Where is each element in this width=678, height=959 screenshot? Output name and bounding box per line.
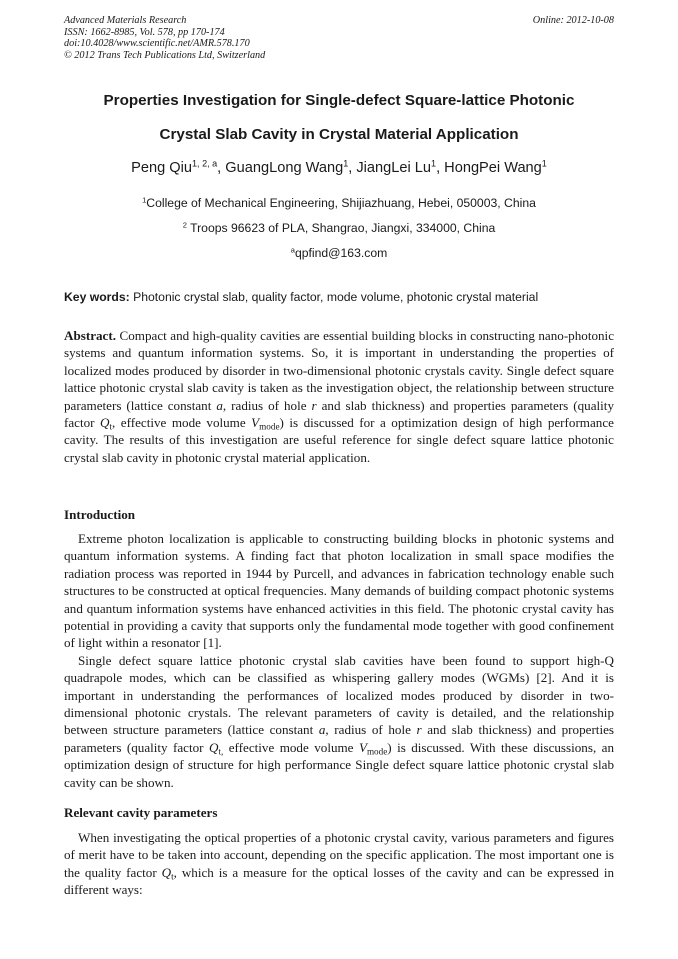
abstract-text: and slab thickness) and properties parameters (quality factor <box>64 397 614 431</box>
variable-r: r <box>416 722 422 738</box>
author-list <box>40 160 638 176</box>
abstract-text: ) is discussed for a optimization design of high performance cavity. The results of this investigation are useful reference for single defect square lattice photonic crystal slab cavity in photonic crystal material application. <box>64 415 614 465</box>
paragraph-text: Single defect square lattice photonic crystal slab cavities have been found to support high-Q quadrapole modes, which can be classified as whispering gallery modes (WGMs) [2]. And it is important in understanding the performances of localized modes produced by disorder in two-dimensional photonic crystals. The relevant parameters of cavity is detailed, and the relationship between structure parameters (lattice constant <box>64 652 614 738</box>
author-separator: , <box>217 160 226 176</box>
online-date: Online: 2012-10-08 <box>532 15 614 26</box>
author-name: HongPei Wang <box>444 160 542 176</box>
author-superscript: 1 <box>343 158 349 169</box>
author-superscript: 1 <box>541 158 547 169</box>
journal-name: Advanced Materials Research <box>64 15 187 26</box>
variable-v: V <box>251 415 260 431</box>
author-name: GuangLong Wang <box>225 160 344 176</box>
email-text[interactable]: qpfind@163.com <box>294 246 388 260</box>
keywords <box>64 290 538 304</box>
introduction-paragraph-2 <box>64 652 614 791</box>
author-superscript: 1 <box>431 158 437 169</box>
copyright-line: © 2012 Trans Tech Publications Ltd, Switzerland <box>64 49 266 61</box>
author-separator: , <box>436 160 445 176</box>
variable-q: Q <box>208 739 219 755</box>
paragraph-text: and slab thickness) and properties parameters (quality factor <box>64 722 614 755</box>
author-separator: , <box>348 160 357 176</box>
author-superscript: 1, 2, a <box>192 158 218 169</box>
affiliation-superscript: 2 <box>182 220 187 230</box>
keywords-label: Key words: <box>64 290 130 304</box>
affiliation-2 <box>40 221 638 235</box>
section-heading-relevant-cavity-parameters: Relevant cavity parameters <box>64 805 218 820</box>
journal-header <box>64 15 265 61</box>
doi-line[interactable]: doi:10.4028/www.scientific.net/AMR.578.170 <box>64 38 250 49</box>
variable-r: r <box>311 397 317 413</box>
relevant-paragraph-1 <box>64 829 614 899</box>
variable-q: Q <box>161 864 172 880</box>
issn-line: ISSN: 1662-8985, Vol. 578, pp 170-174 <box>64 26 225 38</box>
variable-q-subscript: t <box>109 421 113 432</box>
paragraph-text: , radius of hole <box>325 722 417 738</box>
paragraph-text: , which is a measure for the optical losses of the cavity and can be expressed in different ways: <box>64 864 615 898</box>
paper-title-line-1: Properties Investigation for Single-defect Square-lattice Photonic <box>103 92 575 109</box>
abstract <box>64 327 614 466</box>
email-superscript: a <box>290 245 295 255</box>
variable-v: V <box>358 739 367 755</box>
variable-q-subscript: t, <box>218 746 224 757</box>
paper-title-line-2: Crystal Slab Cavity in Crystal Material Application <box>159 126 519 143</box>
author-name: Peng Qiu <box>131 160 193 176</box>
paragraph-text: When investigating the optical properties of a photonic crystal cavity, various parameters and figures of merit have to be taken into account, depending on the specific application. The most important one is the quality factor <box>64 830 614 880</box>
abstract-label: Abstract. <box>64 328 116 343</box>
paragraph-text: ) is discussed. With these discussions, an optimization design of structure for high performance Single defect square lattice photonic crystal slab cavity can be shown. <box>64 739 615 790</box>
affiliation-text: Troops 96623 of PLA, Shangrao, Jiangxi, 334000, China <box>190 221 496 235</box>
author-email <box>40 246 638 260</box>
variable-a: a <box>318 722 326 738</box>
variable-q-subscript: t <box>171 871 174 882</box>
keywords-text: Photonic crystal slab, quality factor, mode volume, photonic crystal material <box>133 290 539 304</box>
introduction-body <box>64 530 614 791</box>
relevant-body <box>64 829 614 899</box>
affiliation-superscript: 1 <box>142 195 147 205</box>
abstract-text: , effective mode volume <box>112 415 252 431</box>
variable-a: a <box>216 397 223 413</box>
variable-v-subscript: mode <box>366 746 388 757</box>
affiliation-1 <box>40 196 638 210</box>
affiliation-text: College of Mechanical Engineering, Shijiazhuang, Hebei, 050003, China <box>146 196 536 210</box>
variable-q: Q <box>100 415 110 431</box>
section-heading-introduction: Introduction <box>64 507 136 522</box>
variable-v-subscript: mode <box>259 421 280 432</box>
paragraph-text: effective mode volume <box>223 739 359 755</box>
author-name: JiangLei Lu <box>356 160 432 176</box>
introduction-paragraph-1: Extreme photon localization is applicable to constructing building blocks in photonic systems and quantum information systems. A finding fact that photon localization in small space modifies the radiation process was reported in 1944 by Purcell, and advances in fabrication technology enable such structures to be constructed at optical frequencies. Many demands of building compact photonic systems and quantum information systems have enhanced activities in this field. The photonic crystal cavity has potential in providing a cavity that supports only the fundamental mode together with good confinement of light within a resonator [1]. <box>64 531 614 651</box>
abstract-text: , radius of hole <box>222 397 312 413</box>
abstract-text: Compact and high-quality cavities are essential building blocks in constructing nano-photonic systems and quantum information systems. So, it is important in understanding the properties of localized modes produced by disorder in two-dimensional photonic crystals cavity. Single defect square lattice photonic crystal slab cavity is taken as the investigation object, the relationship between structure parameters (lattice constant <box>64 328 615 413</box>
